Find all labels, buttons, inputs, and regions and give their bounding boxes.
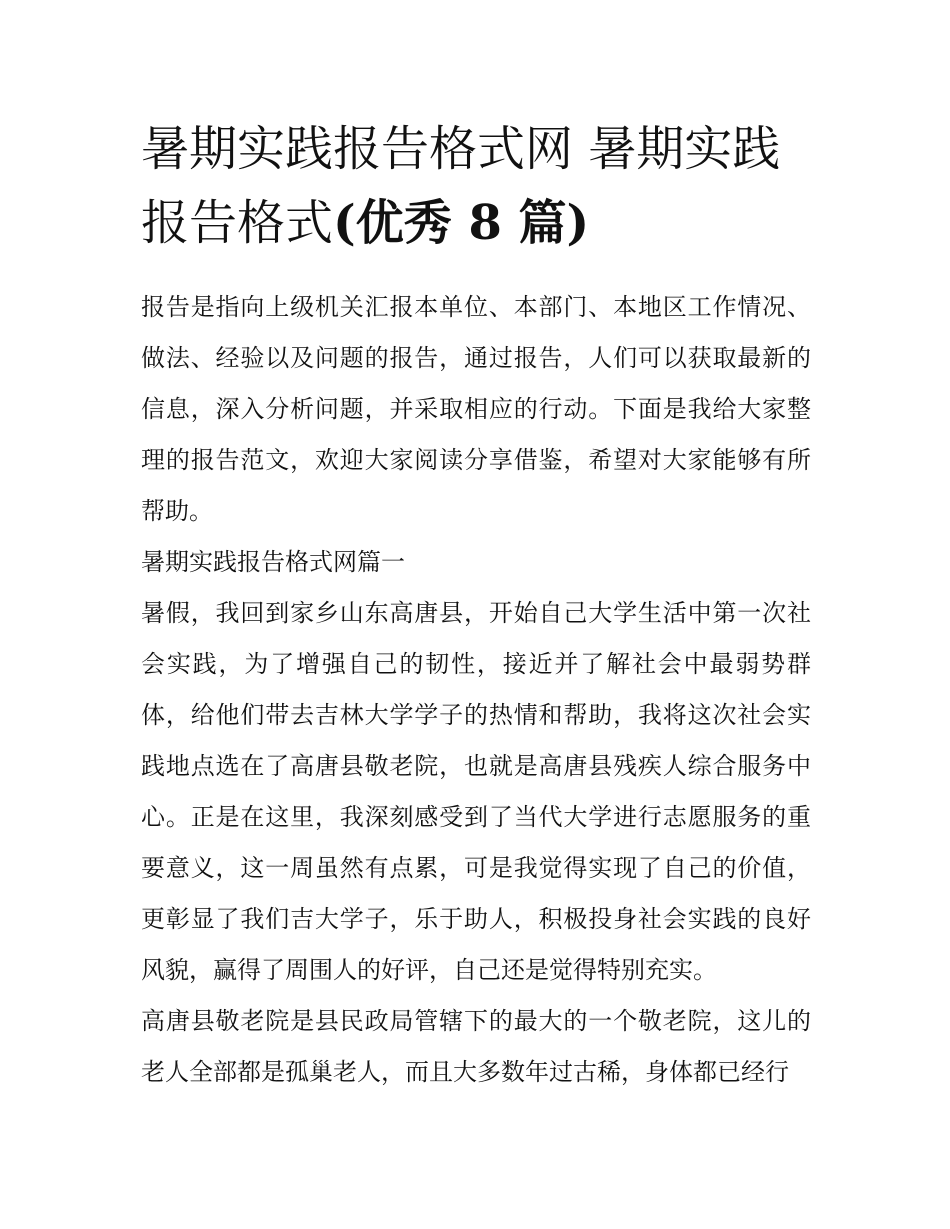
document-body — [141, 282, 811, 1098]
document-title-suffix: (优秀 8 篇) — [333, 195, 590, 251]
document-title-main: 暑期实践报告格式网 暑期实践报告格式 — [141, 121, 781, 251]
body-paragraph-1: 暑假，我回到家乡山东高唐县，开始自己大学生活中第一次社会实践，为了增强自己的韧性，接近并了解社会中最弱势群体，给他们带去吉林大学学子的热情和帮助，我将这次社会实践地点选在了高唐县敬老院，也就是高唐县残疾人综合服务中心。正是在这里，我深刻感受到了当代大学进行志愿服务的重要意义，这一周虽然有点累，可是我觉得实现了自己的价值，更彰显了我们吉大学子，乐于助人，积极投身社会实践的良好风貌，赢得了周围人的好评，自己还是觉得特别充实。 — [141, 599, 811, 984]
intro-paragraph: 报告是指向上级机关汇报本单位、本部门、本地区工作情况、做法、经验以及问题的报告，通过报告，人们可以获取最新的信息，深入分析问题，并采取相应的行动。下面是我给大家整理的报告范文，欢迎大家阅读分享借鉴，希望对大家能够有所帮助。 — [141, 293, 811, 525]
document-title — [141, 112, 811, 260]
section-heading: 暑期实践报告格式网篇一 — [141, 548, 405, 576]
body-paragraph-2: 高唐县敬老院是县民政局管辖下的最大的一个敬老院，这儿的老人全部都是孤巢老人，而且大多数年过古稀，身体都已经行 — [141, 1007, 811, 1086]
document-content — [141, 112, 811, 1098]
